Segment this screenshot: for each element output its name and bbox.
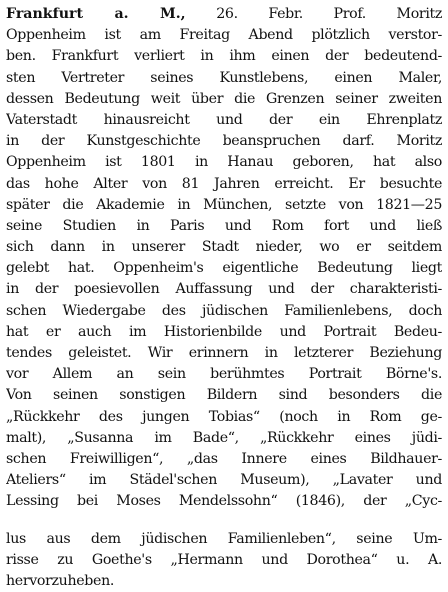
text-line: sten Vertreter seines Kunstlebens, einen Maler, <box>6 69 442 86</box>
text-line: hat er auch im Historienbilde und Portrait Bedeu- <box>6 323 442 340</box>
text-line: ben. Frankfurt verliert in ihm einen der bedeutend- <box>6 48 442 65</box>
dateline-text: 26. Febr. Prof. Moritz <box>185 6 442 22</box>
text-line: vor Allem an sein berühmtes Portrait Börne's. <box>6 366 442 383</box>
text-line: gelebt hat. Oppenheim's eigentliche Bedeutung liegt <box>6 260 442 277</box>
text-line: das hohe Alter von 81 Jahren erreicht. Er besuchte <box>6 175 442 192</box>
text-line: seine Studien in Paris und Rom fort und ließ <box>6 217 442 234</box>
text-line: „Rückkehr des jungen Tobias“ (noch in Rom ge- <box>6 408 442 425</box>
text-line <box>6 4 442 25</box>
text-line: Oppenheim ist 1801 in Hanau geboren, hat also <box>6 154 442 171</box>
text-line: Ateliers“ im Städel'schen Museum), „Lavater und <box>6 472 442 489</box>
text-line: hervorzuheben. <box>6 572 115 589</box>
text-line: risse zu Goethe's „Hermann und Dorothea“ u. A. <box>6 551 442 568</box>
text-line: Oppenheim ist am Freitag Abend plötzlich verstor- <box>6 27 442 44</box>
text-line: schen Wiedergabe des jüdischen Familienlebens, doch <box>6 302 442 319</box>
text-line: in der Kunstgeschichte beanspruchen darf. Moritz <box>6 133 442 150</box>
text-line: später die Akademie in München, setzte von 1821—25 <box>6 196 442 213</box>
text-line: lus aus dem jüdischen Familienleben“, seine Um- <box>6 530 442 547</box>
text-line: in der poesievollen Auffassung und der charakteristi- <box>6 281 442 298</box>
text-line: Vaterstadt hinausreicht und der ein Ehrenplatz <box>6 111 442 128</box>
text-line: sich dann in unserer Stadt nieder, wo er seitdem <box>6 239 442 256</box>
article <box>6 4 442 592</box>
text-line: tendes geleistet. Wir erinnern in letzterer Beziehung <box>6 345 442 361</box>
text-line: dessen Bedeutung weit über die Grenzen seiner zweiten <box>6 90 442 107</box>
column-break <box>6 513 442 529</box>
text-line: schen Freiwilligen“, „das Innere eines Bildhauer- <box>6 450 442 467</box>
article-headline: Frankfurt a. M., <box>6 6 186 22</box>
text-line: Lessing bei Moses Mendelssohn“ (1846), der „Cyc- <box>6 493 442 510</box>
text-line: malt), „Susanna im Bade“, „Rückkehr eines jüdi- <box>6 429 442 446</box>
text-line: Von seinen sonstigen Bildern sind besonders die <box>6 387 442 404</box>
